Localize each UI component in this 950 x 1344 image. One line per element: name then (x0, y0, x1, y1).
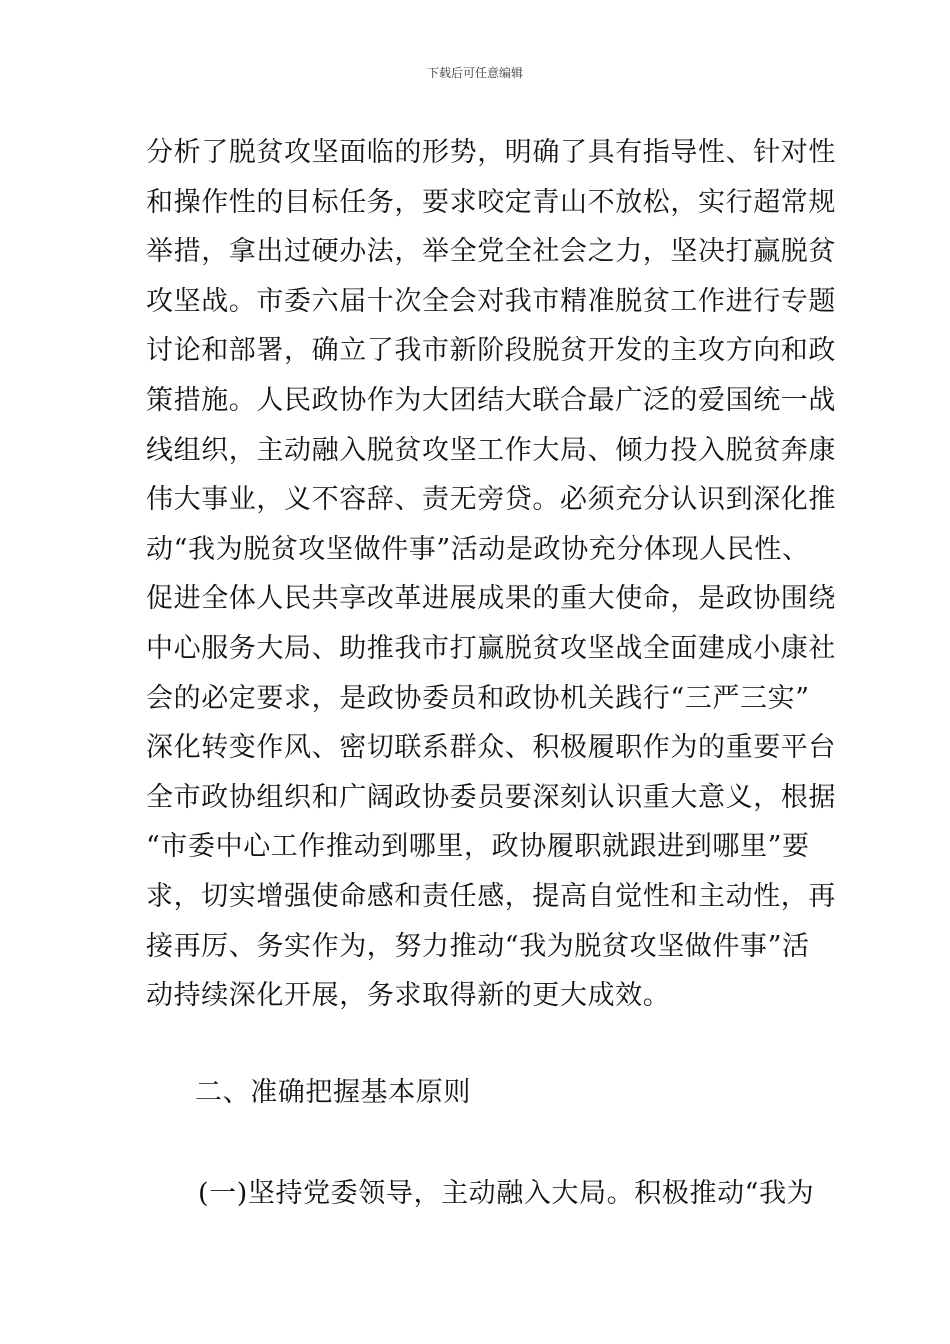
paragraph-line: 讨论和部署，确立了我市新阶段脱贫开发的主攻方向和政 (146, 335, 836, 367)
body-paragraph (146, 128, 836, 1021)
paragraph-line: 接再厉、务实作为，努力推动“我为脱贫攻坚做件事”活 (146, 930, 810, 962)
paragraph-line: 动“我为脱贫攻坚做件事”活动是政协充分体现人民性、 (146, 533, 810, 565)
paragraph-line: 举措，拿出过硬办法，举全党全社会之力，坚决打赢脱贫 (146, 236, 836, 268)
paragraph-line: 策措施。人民政协作为大团结大联合最广泛的爱国统一战 (146, 384, 836, 416)
paragraph-line: 分析了脱贫攻坚面临的形势，明确了具有指导性、针对性 (146, 137, 836, 168)
paragraph-line: 线组织，主动融入脱贫攻坚工作大局、倾力投入脱贫奔康 (146, 434, 836, 466)
paragraph-line: 中心服务大局、助推我市打赢脱贫攻坚战全面建成小康社 (146, 632, 836, 664)
paragraph-line: “市委中心工作推动到哪里，政协履职就跟进到哪里”要 (146, 831, 810, 863)
paragraph-line: 求，切实增强使命感和责任感，提高自觉性和主动性，再 (146, 880, 836, 912)
paragraph-line: 伟大事业，义不容辞、责无旁贷。必须充分认识到深化推 (146, 484, 836, 516)
page-header-note: 下载后可任意编辑 (426, 66, 523, 80)
paragraph-line: 促进全体人民共享改革进展成果的重大使命，是政协围绕 (146, 583, 836, 615)
paragraph-line: 会的必定要求，是政协委员和政协机关践行“三严三实” (146, 682, 810, 714)
paragraph-line: 动持续深化开展，务求取得新的更大成效。 (146, 980, 671, 1012)
section-heading: 二、准确把握基本原则 (195, 1077, 471, 1108)
paragraph-line: 攻坚战。市委六届十次全会对我市精准脱贫工作进行专题 (146, 285, 836, 317)
paragraph-line: 全市政协组织和广阔政协委员要深刻认识重大意义，根据 (146, 781, 836, 813)
paragraph-line: 和操作性的目标任务，要求咬定青山不放松，实行超常规 (146, 186, 836, 218)
subsection-line: (一)坚持党委领导，主动融入大局。积极推动“我为 (198, 1178, 815, 1209)
paragraph-line: 深化转变作风、密切联系群众、积极履职作为的重要平台 (146, 732, 836, 764)
